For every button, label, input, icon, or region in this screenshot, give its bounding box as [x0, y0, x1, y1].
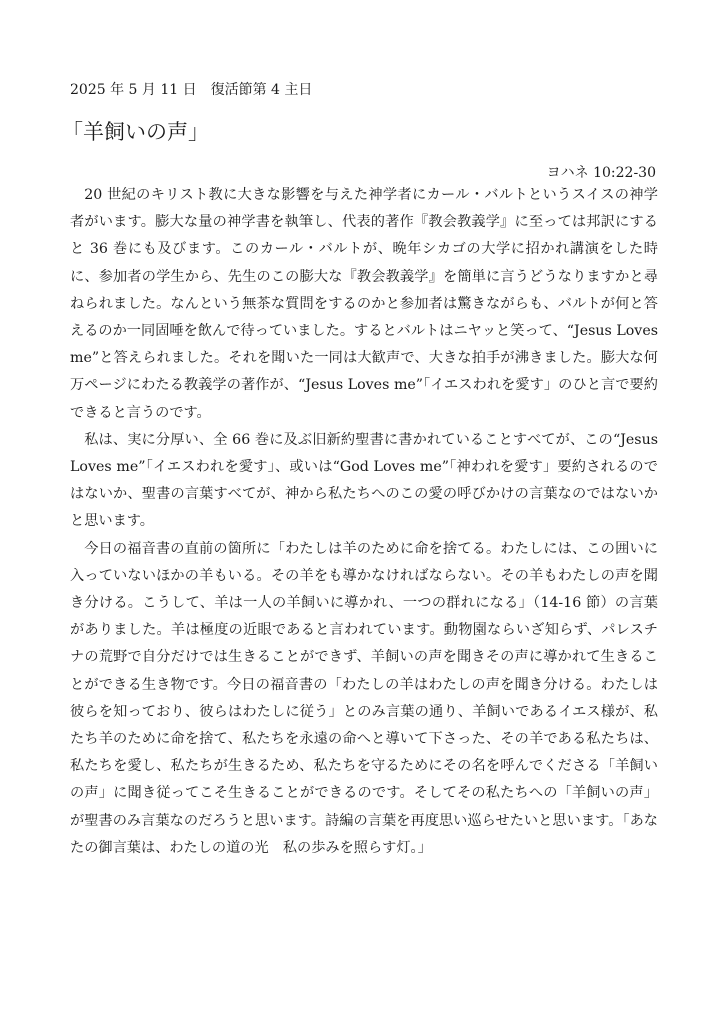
paragraph: 私は、実に分厚い、全 66 巻に及ぶ旧新約聖書に書かれていることすべてが、この“Jesus Loves me”「イエスわれを愛す」、或いは“God Loves me”「神われを愛す」要約されるのではないか、聖書の言葉すべてが、神から私たちへのこの愛の呼びかけの言葉なのではないかと思います。: [70, 431, 658, 530]
paragraph: 今日の福音書の直前の箇所に「わたしは羊のために命を捨てる。わたしには、この囲いに入っていないほかの羊もいる。その羊をも導かなければならない。その羊もわたしの声を聞き分ける。こうして、羊は一人の羊飼いに導かれ、一つの群れになる」（14-16 節）の言葉がありました。羊は極度の近眼であると言われています。動物園ならいざ知らず、パレスチナの荒野で自分だけでは生きることができず、羊飼いの声を聞きその声に導かれて生きることができる生き物です。今日の福音書の「わたしの羊はわたしの声を聞き分ける。わたしは彼らを知っており、彼らはわたしに従う」とのみ言葉の通り、羊飼いであるイエス様が、私たち羊のために命を捨て、私たちを永遠の命へと導いて下さった、その羊である私たちは、私たちを愛し、私たちが生きるため、私たちを守るためにその名を呼んでくださる「羊飼いの声」に聞き従ってこそ生きることができるのです。そしてその私たちへの「羊飼いの声」が聖書のみ言葉なのだろうと思います。詩編の言葉を再度思い巡らせたいと思います。「あなたの御言葉は、わたしの道の光 私の歩みを照らす灯。」: [70, 540, 658, 856]
sermon-title: 「羊飼いの声」: [62, 120, 209, 144]
scripture-reference: ヨハネ 10:22-30: [546, 165, 656, 181]
sermon-body: [70, 182, 658, 862]
date-line: 2025 年 5 月 11 日 復活節第 4 主日: [70, 82, 313, 98]
paragraph: 20 世紀のキリスト教に大きな影響を与えた神学者にカール・バルトというスイスの神学者がいます。膨大な量の神学書を執筆し、代表的著作『教会教義学』に至っては邦訳にすると 36 巻にも及びます。このカール・バルトが、晩年シカゴの大学に招かれ講演をした時に、参加者の学生から、先生のこの膨大な『教会教義学』を簡単に言うどうなりますかと尋ねられました。なんという無茶な質問をするのかと参加者は驚きながらも、バルトが何と答えるのか一同固唾を飲んで待っていました。するとバルトはニヤッと笑って、“Jesus Loves me”と答えられました。それを聞いた一同は大歓声で、大きな拍手が沸きました。膨大な何万ページにわたる教義学の著作が、“Jesus Loves me”「イエスわれを愛す」のひと言で要約できると言うのです。: [70, 187, 658, 421]
